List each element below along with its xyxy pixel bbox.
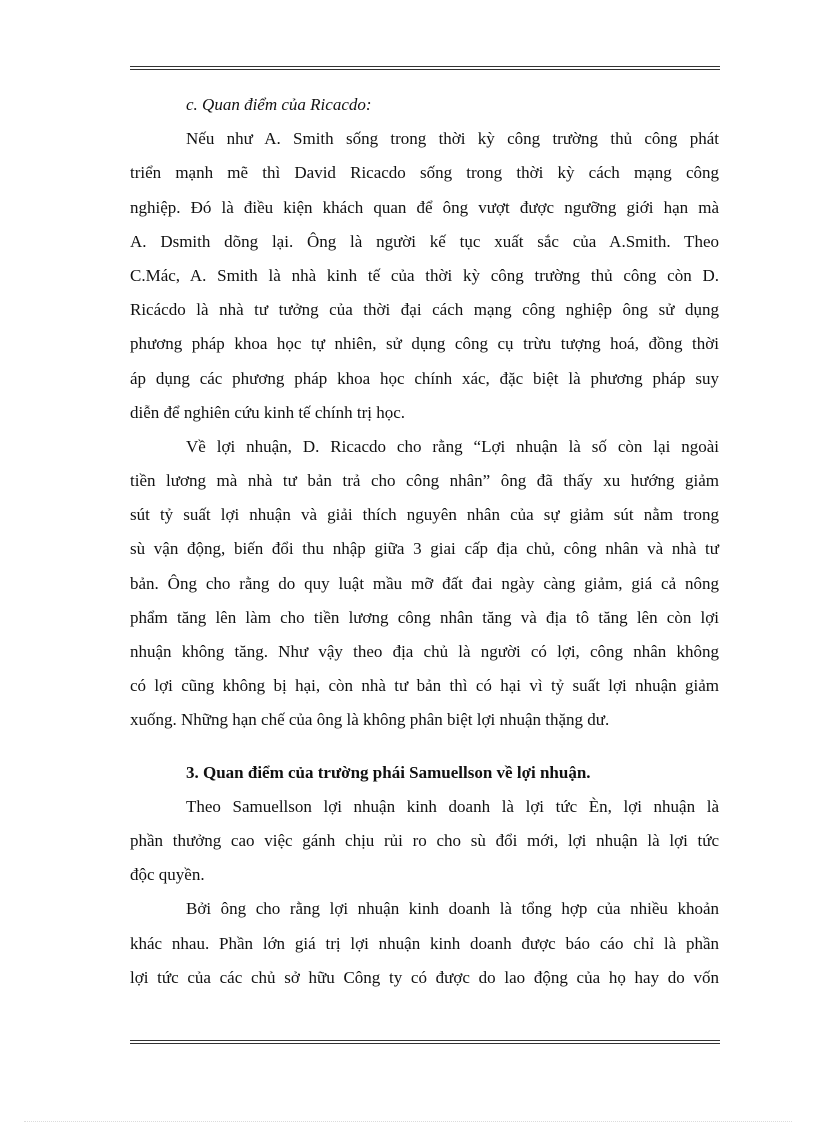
text-line: lợi tức của các chủ sở hữu Công ty có được do lao động của họ hay do vốn: [130, 967, 719, 987]
text-line: Theo Samuellson lợi nhuận kinh doanh là lợi tức Èn, lợi nhuận là: [186, 796, 719, 816]
text-line: phẩm tăng lên làm cho tiền lương công nhân tăng và địa tô tăng lên còn lợi: [130, 607, 719, 627]
text-line: Về lợi nhuận, D. Ricacdo cho rằng “Lợi nhuận là số còn lại ngoài: [186, 436, 719, 456]
page-bottom-edge: [24, 1121, 792, 1122]
section-3-paragraph-1: [130, 790, 719, 893]
text-line: Ricácdo là nhà tư tưởng của thời đại cách mạng công nghiệp ông sử dụng: [130, 300, 719, 320]
footer-rule: [130, 1040, 720, 1044]
text-line: phần thưởng cao việc gánh chịu rủi ro cho sù đổi mới, lợi nhuận là lợi tức: [130, 830, 719, 850]
text-line: có lợi cũng không bị hại, còn nhà tư bản thì có hại vì tỷ suất lợi nhuận giảm: [130, 676, 719, 696]
page-body: [130, 88, 719, 995]
text-line: sù vận động, biến đổi thu nhập giữa 3 giai cấp địa chủ, công nhân và nhà tư: [130, 539, 719, 559]
text-line: phương pháp khoa học tự nhiên, sử dụng công cụ trừu tượng hoá, đồng thời: [130, 334, 719, 354]
text-line: A. Dsmith dõng lại. Ông là người kế tục xuất sắc của A.Smith. Theo: [130, 231, 719, 251]
text-line: nhuận không tăng. Như vậy theo địa chủ là người có lợi, công nhân không: [130, 642, 719, 661]
text-line: bản. Ông cho rằng do quy luật mầu mỡ đất đai ngày càng giảm, giá cả nông: [130, 573, 719, 593]
section-c-paragraph-1: [130, 122, 719, 430]
section-gap: [130, 738, 719, 756]
header-rule: [130, 66, 720, 70]
text-line: xuống. Những hạn chế của ông là không phân biệt lợi nhuận thặng dư.: [130, 710, 610, 730]
section-3-paragraph-2: [130, 892, 719, 995]
text-line: Bởi ông cho rằng lợi nhuận kinh doanh là tổng hợp của nhiều khoản: [186, 899, 719, 919]
section-c-heading: c. Quan điểm của Ricacdo:: [186, 95, 372, 114]
text-line: diễn để nghiên cứu kinh tế chính trị học.: [130, 402, 406, 422]
text-line: sút tỷ suất lợi nhuận và giải thích nguyên nhân của sự giảm sút nằm trong: [130, 505, 719, 525]
section-3-heading: 3. Quan điểm của trường phái Samuellson về lợi nhuận.: [186, 762, 591, 782]
section-c-paragraph-2: [130, 430, 719, 738]
text-line: khác nhau. Phần lớn giá trị lợi nhuận kinh doanh được báo cáo chỉ là phần: [130, 933, 719, 953]
text-line: triển mạnh mẽ thì David Ricacdo sống trong thời kỳ cách mạng công: [130, 163, 719, 183]
text-line: C.Mác, A. Smith là nhà kinh tế của thời kỳ công trường thủ công còn D.: [130, 265, 719, 285]
text-line: áp dụng các phương pháp khoa học chính xác, đặc biệt là phương pháp suy: [130, 368, 719, 388]
text-line: độc quyền.: [130, 865, 205, 885]
text-line: Nếu như A. Smith sống trong thời kỳ công trường thủ công phát: [186, 129, 719, 149]
text-line: nghiệp. Đó là điều kiện khách quan để ông vượt được ngưỡng giới hạn mà: [130, 197, 719, 217]
text-line: tiền lương mà nhà tư bản trả cho công nhân” ông đã thấy xu hướng giảm: [130, 471, 719, 491]
